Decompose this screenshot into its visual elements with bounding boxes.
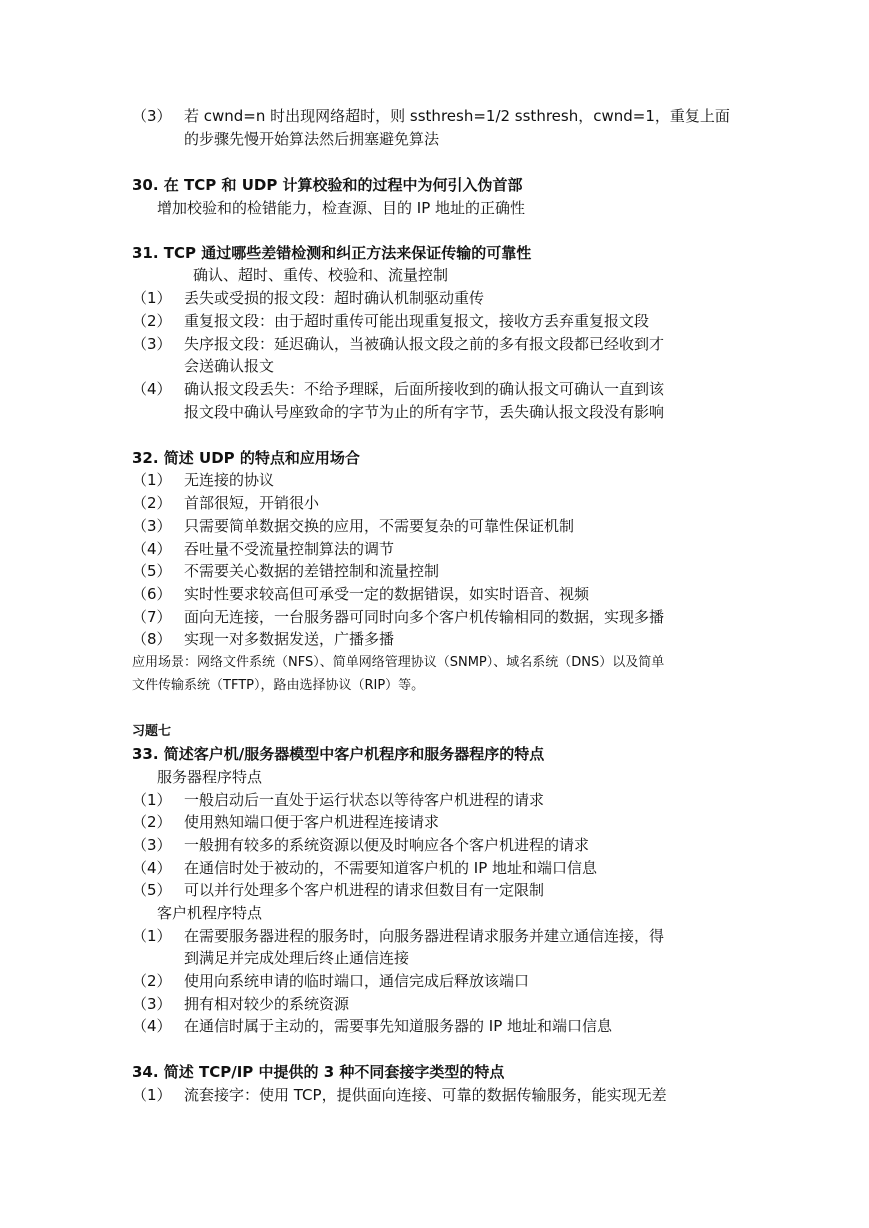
q32-item-num: （4）	[132, 540, 172, 558]
cont-item-num: （3）	[132, 107, 172, 125]
q32-item-num: （6）	[132, 585, 172, 603]
q33-item-num: （4）	[132, 1017, 172, 1035]
q33-item-text: 到满足并完成处理后终止通信连接	[184, 949, 410, 967]
q33-item-num: （2）	[132, 813, 172, 831]
q33-item-num: （3）	[132, 836, 172, 854]
q32-item-num: （7）	[132, 608, 172, 626]
q34-title: 34. 简述 TCP/IP 中提供的 3 种不同套接字类型的特点	[132, 1063, 505, 1081]
q33-item-text: 在需要服务器进程的服务时，向服务器进程请求服务并建立通信连接，得	[184, 927, 665, 945]
q32-item-num: （8）	[132, 630, 172, 648]
q33-item-text: 使用向系统申请的临时端口，通信完成后释放该端口	[184, 972, 530, 990]
q33-item-num: （4）	[132, 859, 172, 877]
q33-title: 33. 简述客户机/服务器模型中客户机程序和服务器程序的特点	[132, 745, 545, 763]
q31-item-num: （2）	[132, 312, 172, 330]
q31-item-text: 确认报文段丢失：不给予理睬，后面所接收到的确认报文可确认一直到该	[184, 380, 665, 398]
q30-answer: 增加校验和的检错能力，检查源、目的 IP 地址的正确性	[157, 199, 526, 217]
q33-item-text: 拥有相对较少的系统资源	[184, 995, 350, 1013]
q32-item-text: 实现一对多数据发送，广播多播	[184, 630, 395, 648]
q33-item-text: 可以并行处理多个客户机进程的请求但数目有一定限制	[184, 881, 545, 899]
q34-item-num: （1）	[132, 1086, 172, 1104]
q33-item-text: 一般启动后一直处于运行状态以等待客户机进程的请求	[184, 791, 545, 809]
q33-item-num: （5）	[132, 881, 172, 899]
q30-title: 30. 在 TCP 和 UDP 计算校验和的过程中为何引入伪首部	[132, 176, 523, 194]
q31-item-num: （4）	[132, 380, 172, 398]
q33-item-num: （1）	[132, 927, 172, 945]
q32-item-text: 吞吐量不受流量控制算法的调节	[184, 540, 395, 558]
q32-item-text: 不需要关心数据的差错控制和流量控制	[184, 562, 440, 580]
q31-item-text: 丢失或受损的报文段：超时确认机制驱动重传	[184, 289, 485, 307]
section-heading: 习题七	[132, 724, 172, 739]
q32-item-num: （3）	[132, 517, 172, 535]
q32-item-num: （5）	[132, 562, 172, 580]
cont-item-line-2: 的步骤先慢开始算法然后拥塞避免算法	[184, 130, 440, 148]
q32-item-text: 实时性要求较高但可承受一定的数据错误，如实时语音、视频	[184, 585, 590, 603]
q31-title: 31. TCP 通过哪些差错检测和纠正方法来保证传输的可靠性	[132, 244, 532, 262]
q32-item-text: 面向无连接，一台服务器可同时向多个客户机传输相同的数据，实现多播	[184, 608, 665, 626]
q31-item-num: （3）	[132, 335, 172, 353]
q31-item-text: 重复报文段：由于超时重传可能出现重复报文，接收方丢弃重复报文段	[184, 312, 650, 330]
q33-item-num: （1）	[132, 791, 172, 809]
q33-server-head: 服务器程序特点	[157, 768, 263, 786]
q33-item-num: （2）	[132, 972, 172, 990]
q31-item-text: 报文段中确认号座致命的字节为止的所有字节，丢失确认报文段没有影响	[184, 403, 665, 421]
q32-item-text: 无连接的协议	[184, 471, 275, 489]
q31-intro: 确认、超时、重传、校验和、流量控制	[193, 266, 449, 284]
q32-item-text: 首部很短，开销很小	[184, 494, 320, 512]
q32-scene-line-2: 文件传输系统（TFTP），路由选择协议（RIP）等。	[132, 678, 425, 693]
q31-item-num: （1）	[132, 289, 172, 307]
q31-item-text: 失序报文段：延迟确认，当被确认报文段之前的多有报文段都已经收到才	[184, 335, 665, 353]
q31-item-text: 会送确认报文	[184, 357, 275, 375]
q32-title: 32. 简述 UDP 的特点和应用场合	[132, 449, 360, 467]
q32-item-num: （1）	[132, 471, 172, 489]
q33-item-text: 一般拥有较多的系统资源以便及时响应各个客户机进程的请求	[184, 836, 590, 854]
q32-item-num: （2）	[132, 494, 172, 512]
q33-item-num: （3）	[132, 995, 172, 1013]
q33-item-text: 使用熟知端口便于客户机进程连接请求	[184, 813, 440, 831]
q33-item-text: 在通信时处于被动的，不需要知道客户机的 IP 地址和端口信息	[184, 859, 598, 877]
cont-item-line-1: 若 cwnd=n 时出现网络超时，则 ssthresh=1/2 ssthresh，cwnd=1，重复上面	[184, 107, 730, 125]
q32-item-text: 只需要简单数据交换的应用，不需要复杂的可靠性保证机制	[184, 517, 575, 535]
q33-client-head: 客户机程序特点	[157, 904, 263, 922]
q34-item-text: 流套接字：使用 TCP，提供面向连接、可靠的数据传输服务，能实现无差	[184, 1086, 667, 1104]
q33-item-text: 在通信时属于主动的，需要事先知道服务器的 IP 地址和端口信息	[184, 1017, 613, 1035]
q32-scene-line-1: 应用场景：网络文件系统（NFS）、简单网络管理协议（SNMP）、域名系统（DNS）以及简单	[132, 655, 665, 670]
